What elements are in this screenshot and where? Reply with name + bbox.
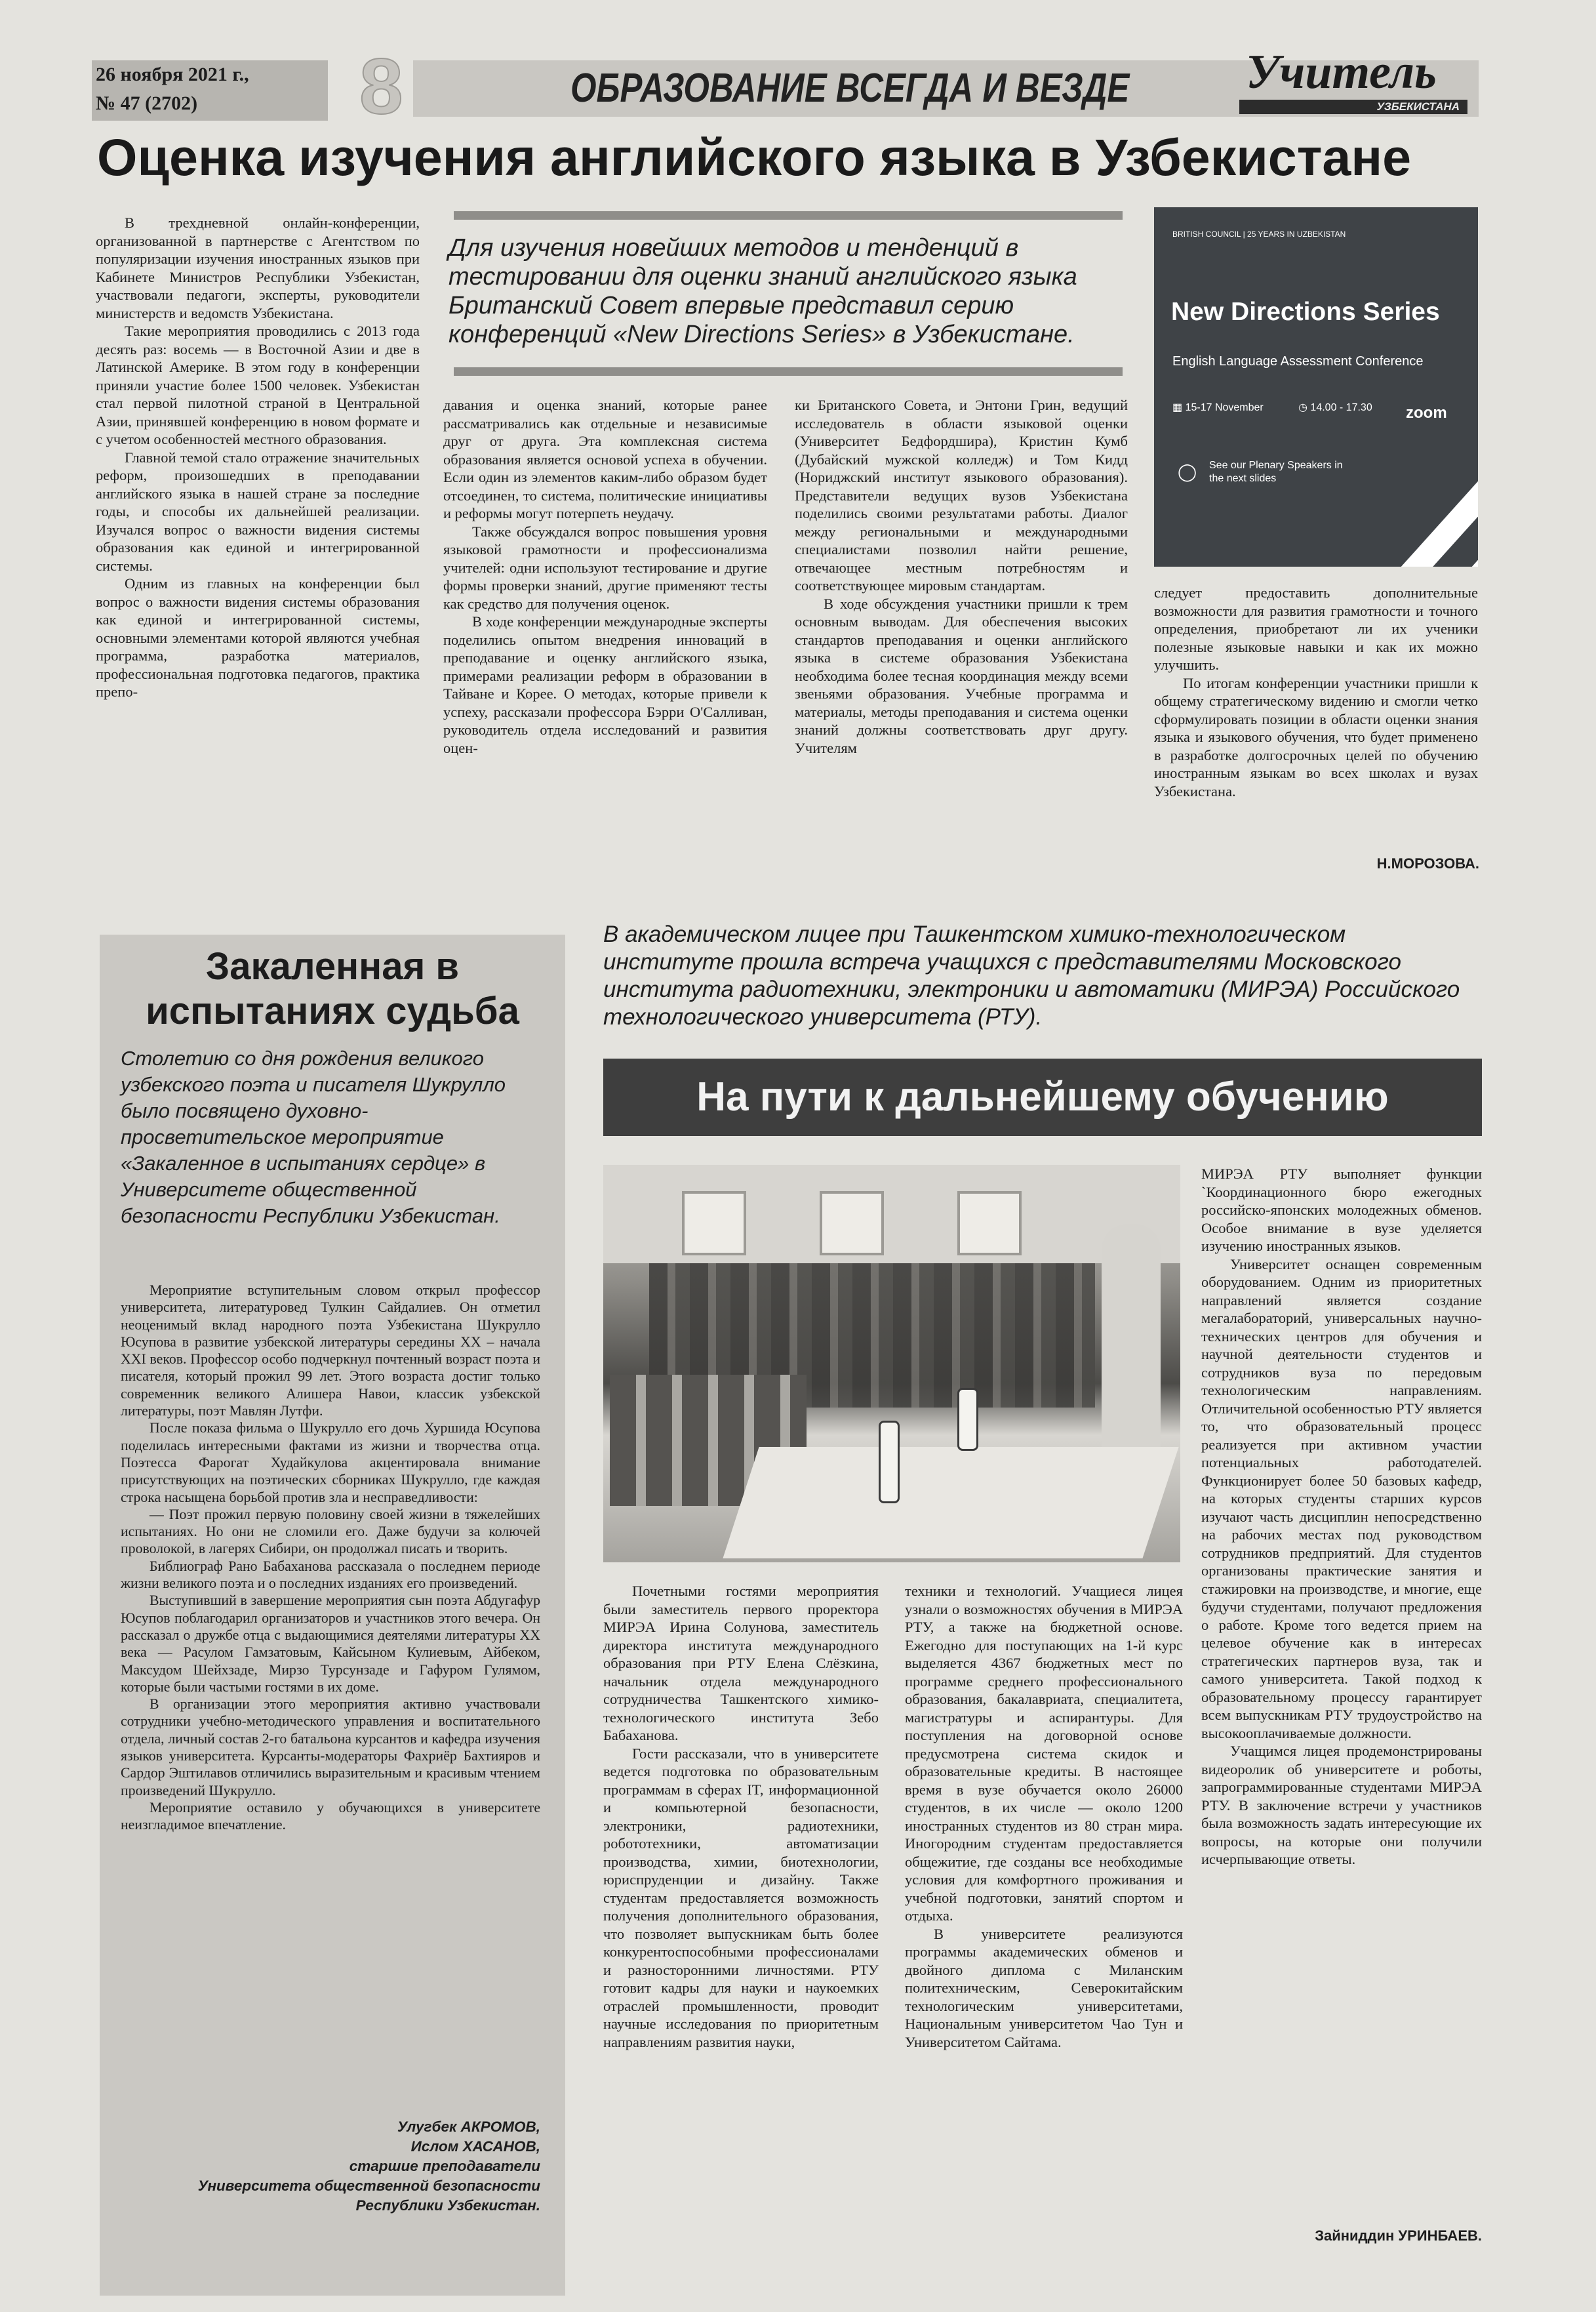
classroom-photo <box>603 1165 1180 1562</box>
article2-lead: Столетию со дня рождения великого узбекского поэта и писателя Шукрулло было посвящено духовно-просветительское мероприятие «Закаленное в испытаниях сердце» в Университете общественной безопасности Республики Узбекистан. <box>121 1047 506 1227</box>
lead-bottom-rule <box>454 367 1123 376</box>
article3-column-right <box>1201 1165 1482 2202</box>
paragraph: В организации этого мероприятия активно участвовали сотрудники учебно-методического управления и воспитательного отдела, личный состав 2-го батальона курсантов и кафедра изучения языков университета. Курсанты-модераторы Фахриёр Бахтияров и Сардор Эштилавов отличились выразительным и красивым чтением произведений Шукрулло. <box>121 1696 540 1798</box>
page-number: 8 <box>359 43 403 131</box>
banner-time <box>1298 401 1372 415</box>
paragraph: В трехдневной онлайн-конференции, организованной в партнерстве с Агентством по популяризации изучения иностранных языков при Кабинете Министров Республики Узбекистан, участвовали педагоги, эксперты, руководители министерств и ведомств Узбекистана. <box>96 214 420 321</box>
banner-org: BRITISH COUNCIL | 25 YEARS IN UZBEKISTAN <box>1172 230 1346 239</box>
issue-number: № 47 (2702) <box>96 92 198 114</box>
article3-column-1 <box>603 1582 879 2251</box>
signature-line: Университета общественной безопасности <box>197 2178 540 2194</box>
paragraph: В ходе конференции международные эксперты поделились опытом внедрения инноваций в преподавание и оценку английского языка, примерами реализации реформ в образовании в Тайване и Корее. О методах, которые привели к успеху, рассказали профессора Бэрри О'Салливан, руководитель отдела исследований и развития оцен- <box>443 613 767 756</box>
signature-line: Ислом ХАСАНОВ, <box>410 2138 540 2155</box>
article2-title: Закаленная в испытаниях судьба <box>146 945 519 1032</box>
banner-speakers: See our Plenary Speakers in the next slides <box>1209 460 1343 484</box>
banner-dates-text: 15-17 November <box>1185 402 1264 413</box>
paragraph: Мероприятие оставило у обучающихся в университете неизгладимое впечатление. <box>121 1799 540 1833</box>
issue-date-block <box>92 60 328 121</box>
paragraph: следует предоставить дополнительные возможности для развития грамотности и точного определения, приобретают ли их ученики полезные языковые навыки и как их можно улучшить. <box>1154 584 1478 673</box>
photo-desk <box>723 1447 1178 1558</box>
paragraph: Гости рассказали, что в университете ведется подготовка по образовательным программам в сферах IT, информационной и компьютерной безопасности, электроники, радиотехники, робототехники, автоматизации производства, химии, биотехнологии, юриспруденции и дизайну. Также студентам предоставляется возможность получения дополнительного образования, что позволяет выпускникам быть более конкурентоспособными профессионалами и разносторонними личностями. РТУ готовит кадры для науки и наукоемких отраслей промышленности, проводит научные исследования по приоритетным направлениям развития науки, <box>603 1745 879 2050</box>
paragraph: Главной темой стало отражение значительных реформ, произошедших в преподавании английского языка в нашей стране за последние годы, и способы их дальнейшей реализации. Изучался вопрос о важности видения системы образования как единой и интегрированной системы. <box>96 449 420 574</box>
banner-dates <box>1172 401 1264 415</box>
paragraph: Выступивший в завершение мероприятия сын поэта Абдугафур Юсупов поблагодарил организаторов и участников этого вечера. Он рассказал о дружбе отца с выдающимися деятелями литературы XX века — Расулом Гамзатовым, Кайсыном Кулиевым, Айбеком, Максудом Шейхзаде, Мирзо Турсунзаде и Гафуром Гулямом, которые были частыми гостями в их доме. <box>121 1592 540 1695</box>
paragraph: давания и оценка знаний, которые ранее рассматривались как отдельные и независимые друг от друга. Эта комплексная система образования является основой успеха в обучении. Если один из элементов каким-либо образом будет отсоединен, то система, политические инициативы и реформы могут потерпеть неудачу. <box>443 397 767 521</box>
article1-title: Оценка изучения английского языка в Узбекистане <box>97 128 1412 186</box>
photo-window <box>682 1191 746 1255</box>
paragraph: Одним из главных на конференции был вопрос о важности видения системы образования как единой и интегрированной системы, основными элементами которой являются учебная программа, разработка материалов, профессиональная подготовка педагогов, практика препо- <box>96 575 420 700</box>
lead-top-rule <box>454 211 1123 220</box>
paragraph: Также обсуждался вопрос повышения уровня языковой грамотности и профессионализма учителей: одни используют тестирование и другие формы проверки знаний, другие применяют тесты как средство для получения оценок. <box>443 523 767 612</box>
banner-title: New Directions Series <box>1171 298 1440 326</box>
paragraph: — Поэт прожил первую половину своей жизни в тяжелейших испытаниях. Но они не сломили его. Даже будучи за колючей проволокой, в лагерях Сибири, он продолжал писать и творить. <box>121 1506 540 1557</box>
signature-line: Улугбек АКРОМОВ, <box>397 2119 540 2135</box>
conference-banner <box>1154 207 1478 567</box>
article3-lead: В академическом лицее при Ташкентском химико-технологическом институте прошла встреча учащихся с представителями Московского института радиотехники, электроники и автоматики (МИРЭА) Российского технологического университета (РТУ). <box>603 922 1460 1030</box>
banner-subtitle: English Language Assessment Conference <box>1172 354 1424 369</box>
article3-author: Зайниддин УРИНБАЕВ. <box>1315 2227 1482 2244</box>
issue-date: 26 ноября 2021 г., <box>96 64 249 85</box>
banner-time-text: 14.00 - 17.30 <box>1310 402 1372 413</box>
signature-line: Республики Узбекистан. <box>355 2197 540 2214</box>
paragraph: После показа фильма о Шукрулло его дочь Хуршида Юсупова поделилась интересными фактами из жизни и творчества отца. Поэтесса Фарогат Худайкулова акцентировала внимание присутствующих на поэтических сборниках Шукрулло, где каждая строка насыщена борьбой против зла и несправедливости: <box>121 1420 540 1505</box>
article3-title: На пути к дальнейшему обучению <box>603 1059 1482 1136</box>
calendar-icon: ▦ <box>1172 402 1183 413</box>
article1-column-4 <box>1154 584 1478 859</box>
photo-window <box>957 1191 1022 1255</box>
article1-lead: Для изучения новейших методов и тенденций в тестировании для оценки знаний английского языка Британский Совет впервые представил серию конференций «New Directions Series» в Узбекистане. <box>449 234 1077 348</box>
section-title: ОБРАЗОВАНИЕ ВСЕГДА И ВЕЗДЕ <box>570 66 1130 111</box>
signature-line: старшие преподаватели <box>349 2158 540 2174</box>
article1-column-2 <box>443 396 767 879</box>
paragraph: МИРЭА РТУ выполняет функции `Координационного бюро ежегодных российско-японских молодежных обменов. Особое внимание в вузе уделяется изучению иностранных языков. <box>1201 1166 1482 1254</box>
article1-column-3 <box>795 396 1128 879</box>
newspaper-logo-subtitle: УЗБЕКИСТАНА <box>1239 100 1467 114</box>
newspaper-logo: Учитель <box>1246 45 1437 99</box>
article1-column-1 <box>96 214 420 883</box>
paragraph: техники и технологий. Учащиеся лицея узнали о возможностях обучения в МИРЭА РТУ, а также на бюджетной основе. Ежегодно для поступающих на 1-й курс выделяется 4367 бюджетных мест по программе среднего профессионального образования, бакалавриата, специалитета, магистратуры и аспирантуры. Для поступления на договорной основе предусмотрена система скидок и образовательные кредиты. В настоящее время в вузе обучается около 26000 студентов, в их числе — около 1200 иностранных студентов из 80 стран мира. Иногородним студентам предоставляется общежитие, где созданы все необходимые условия для комфортного проживания и учебной подготовки, занятий спортом и отдыха. <box>905 1583 1183 1924</box>
paragraph: Такие мероприятия проводились с 2013 года десять раз: восемь — в Восточной Азии и две в Латинской Америке. В этом году в конференции приняли участие более 1500 человек. Узбекистан стал первой пилотной страной в Центральной Азии, принявшей конференцию в новом формате и с учетом особенностей местного образования. <box>96 323 420 447</box>
paragraph: Почетными гостями мероприятия были заместитель первого проректора МИРЭА Ирина Солунова, заместитель директора института международного образования при РТУ Елена Слёзкина, начальник отдела международного сотрудничества Ташкентского химико-технологического института Зебо Бабаханова. <box>603 1583 879 1743</box>
article1-author: Н.МОРОЗОВА. <box>1376 855 1479 872</box>
article3-column-2 <box>905 1582 1183 2251</box>
paragraph: Библиограф Рано Бабаханова рассказала о последнем периоде жизни великого поэта и о последних изданиях его произведений. <box>121 1558 540 1592</box>
clock-icon: ◷ <box>1298 402 1307 413</box>
banner-platform: zoom <box>1406 404 1447 422</box>
paragraph: По итогам конференции участники пришли к общему стратегическому видению и смогли четко сформулировать позиции в области оценки знания языка и языкового обучения, что будет применено в разработке долгосрочных целей по обучению иностранным языкам во всех школах и вузах Узбекистана. <box>1154 674 1478 800</box>
article2-body <box>121 1282 540 2095</box>
photo-window <box>820 1191 884 1255</box>
paragraph: Университет оснащен современным оборудованием. Одним из приоритетных направлений является создание мегалабораторий, универсальных научно-технических центров для обучения и научной деятельности студентов и сотрудников вуза по передовым технологическим направлениям. Отличительной особенностью РТУ является то, что образовательный процесс реализуется при активном участии потенциальных работодателей. Функционирует более 50 базовых кафедр, на которых студенты старших курсов изучают часть дисциплин непосредственно на рабочих местах под руководством сотрудников предприятий. Для студентов организованы практические занятия и стажировки на производстве, и многие, еще будучи студентами, получают предложения о работе. Кроме того ведется прием на целевое обучение как в интересах стратегических партнеров вуза, так и самого университета. Такой подход к образовательному процессу гарантирует всем выпускникам РТУ трудоустройство на высокооплачиваемые должности. <box>1201 1255 1482 1741</box>
paragraph: В университете реализуются программы академических обменов и двойного диплома с Миланским политехническим, Северокитайским технологическим университетами, Национальным университетом Чао Тун и Университетом Сайтама. <box>905 1925 1183 2050</box>
paragraph: Мероприятие вступительным словом открыл профессор университета, литературовед Тулкин Сайдалиев. Он отметил неоценимый вклад народного поэта Узбекистана Шукрулло Юсупова в развитие узбекской литературы середины XX – начала XXI веков. Профессор особо подчеркнул почтенный возраст поэта и писателя, который прожил 99 лет. Этого возраста достиг только современник великого Алишера Навои, классик узбекской литературы, поэт Мавлян Лутфи. <box>121 1282 540 1419</box>
person-icon: ◯ <box>1178 462 1197 481</box>
paragraph: Учащимся лицея продемонстрированы видеоролик об университете и роботы, запрограммированные студентами МИРЭА РТУ. В заключение встречи у участников была возможность задать интересующие их вопросы, на которые они получили исчерпывающие ответы. <box>1201 1743 1482 1867</box>
paragraph: ки Британского Совета, и Энтони Грин, ведущий исследователь в области языковой оценки (Университет Бедфордшира), Кристин Кумб (Дубайский мужской колледж) и Том Кидд (Нориджский институт языкового образования). Представители ведущих вузов Узбекистана поделились своими результатами работы. Диалог между региональными и международными специалистами позволил найти решение, отвечающее местным потребностям и соответствующее мировым стандартам. <box>795 397 1128 594</box>
paragraph: В ходе обсуждения участники пришли к трем основным выводам. Для обеспечения высоких стандартов преподавания и оценки английского языка в системе образования Узбекистана необходима более тесная координация между всеми звеньями образования. Учебные программа и материалы, методы преподавания и система оценки знаний должны соответствовать друг другу. Учителям <box>795 595 1128 756</box>
photo-robot <box>879 1421 900 1503</box>
photo-robot <box>957 1388 978 1451</box>
article2-signature <box>121 2117 540 2216</box>
